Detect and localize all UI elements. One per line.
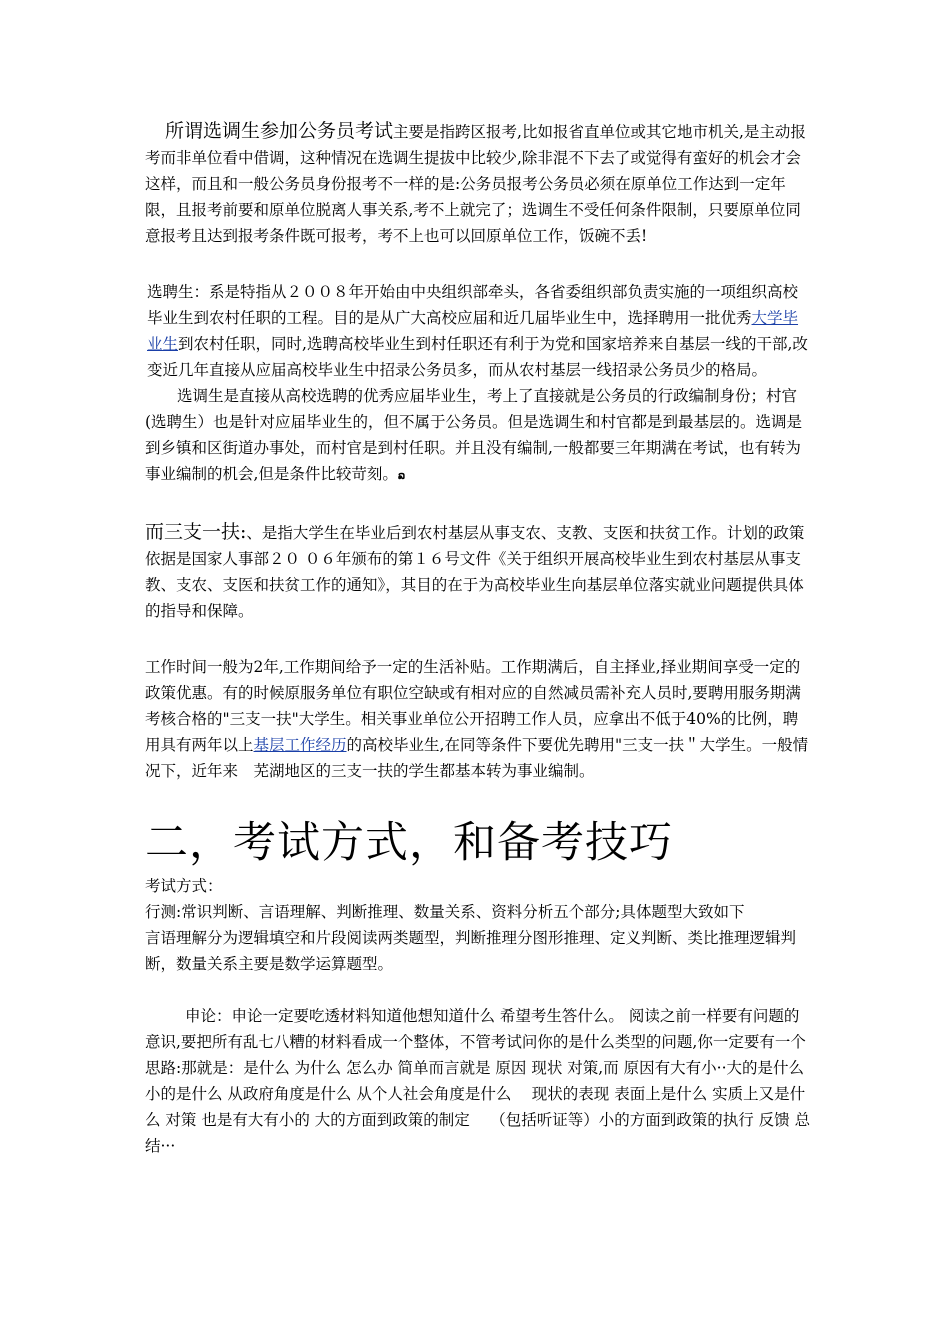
paragraph-body-text: 选聘生：系是特指从２００８年开始由中央组织部牵头，各省委组织部负责实施的一项组织高校毕业生到农村任职的工程。目的是从广大高校应届和近几届毕业生中，选择聘用一批优秀 [147, 283, 799, 327]
link-university-graduates[interactable]: 大学毕业生 [147, 309, 799, 353]
paragraph-selected-graduates-exam [145, 118, 813, 249]
paragraph-body-text: 主要是指跨区报考,比如报省直单位或其它地市机关,是主动报考而非单位看中借调，这种情况在选调生提拔中比较少,除非混不下去了或觉得有蛮好的机会才会这样，而且和一般公务员身份报考不一样的是:公务员报考公务员必须在原单位工作达到一定年限，且报考前要和原单位脱离人事关系,考不上就完了；选调生不受任何条件限制，只要原单位同意报考且达到报考条件既可报考，考不上也可以回原单位工作，饭碗不丢! [145, 123, 806, 245]
paragraph-lead-text: 所谓选调生参加公务员考试 [165, 120, 394, 142]
paragraph-question-types: 言语理解分为逻辑填空和片段阅读两类题型，判断推理分图形推理、定义判断、类比推理逻辑判断，数量关系主要是数学运算题型。 [145, 929, 797, 973]
paragraph-selected-vs-village [145, 383, 813, 489]
paragraph-aptitude-test: 行测:常识判断、言语理解、判断推理、数量关系、资料分析五个部分;具体题型大致如下 [145, 903, 745, 921]
paragraph-end-mark: ລ [397, 469, 406, 482]
paragraph-three-supports [145, 519, 813, 624]
document-page [145, 118, 813, 1159]
paragraph-exam-format-label: 考试方式： [145, 877, 223, 895]
paragraph-essay-test: 申论：申论一定要吃透材料知道他想知道什么 希望考生答什么。 阅读之前一样要有问题的意识,要把所有乱七八糟的材料看成一个整体，不管考试问你的是什么类型的问题,你一定要有一个思路:那就是：是什么 为什么 怎么办 简单而言就是 原因 现状 对策,而 原因有大有小··大的是什么 小的是什么 从政府角度是什么 从个人社会角度是什么 现状的表现 表面上是什么 实质上又是什么 对策 也是有大有小的 大的方面到政策的制定 （包括听证等）小的方面到政策的执行 反馈 总结··· [145, 1007, 811, 1155]
paragraph-village-officials [145, 279, 813, 383]
paragraph-body-text: 工作时间一般为2年,工作期间给予一定的生活补贴。工作期满后，自主择业,择业期间享受一定的政策优惠。有的时候原服务单位有职位空缺或有相对应的自然减员需补充人员时,要聘用服务期满考核合格的"三支一扶"大学生。相关事业单位公开招聘工作人员，应拿出不低于40%的比例，聘用具有两年以上 [145, 658, 801, 754]
section-heading: 二，考试方式，和备考技巧 [145, 818, 673, 868]
paragraph-body-text: 、是指大学生在毕业后到农村基层从事支农、支教、支医和扶贫工作。计划的政策依据是国家人事部２０ ０６年颁布的第１６号文件《关于组织开展高校毕业生到农村基层从事支教、支农、支医和扶贫工作的通知》，其目的在于为高校毕业生向基层单位落实就业问题提供具体的指导和保障。 [145, 524, 805, 620]
paragraph-work-period [145, 654, 813, 784]
paragraph-body-text: 的高校毕业生,在同等条件下要优先聘用"三支一扶＂大学生。一般情况下，近年来 芜湖地区的三支一扶的学生都基本转为事业编制。 [145, 736, 809, 780]
paragraph-lead-text: 而三支一扶: [145, 521, 247, 543]
link-grassroots-experience[interactable]: 基层工作经历 [253, 736, 347, 754]
paragraph-body-text: 到农村任职，同时,选聘高校毕业生到村任职还有利于为党和国家培养来自基层一线的干部,改变近几年直接从应届高校毕业生中招录公务员多，而从农村基层一线招录公务员少的格局。 [147, 335, 808, 379]
paragraph-body-text: 选调生是直接从高校选聘的优秀应届毕业生，考上了直接就是公务员的行政编制身份；村官(选聘生）也是针对应届毕业生的，但不属于公务员。但是选调生和村官都是到最基层的。选调是到乡镇和区街道办事处，而村官是到村任职。并且没有编制,一般都要三年期满在考试，也有转为事业编制的机会,但是条件比较苛刻。 [145, 387, 803, 483]
